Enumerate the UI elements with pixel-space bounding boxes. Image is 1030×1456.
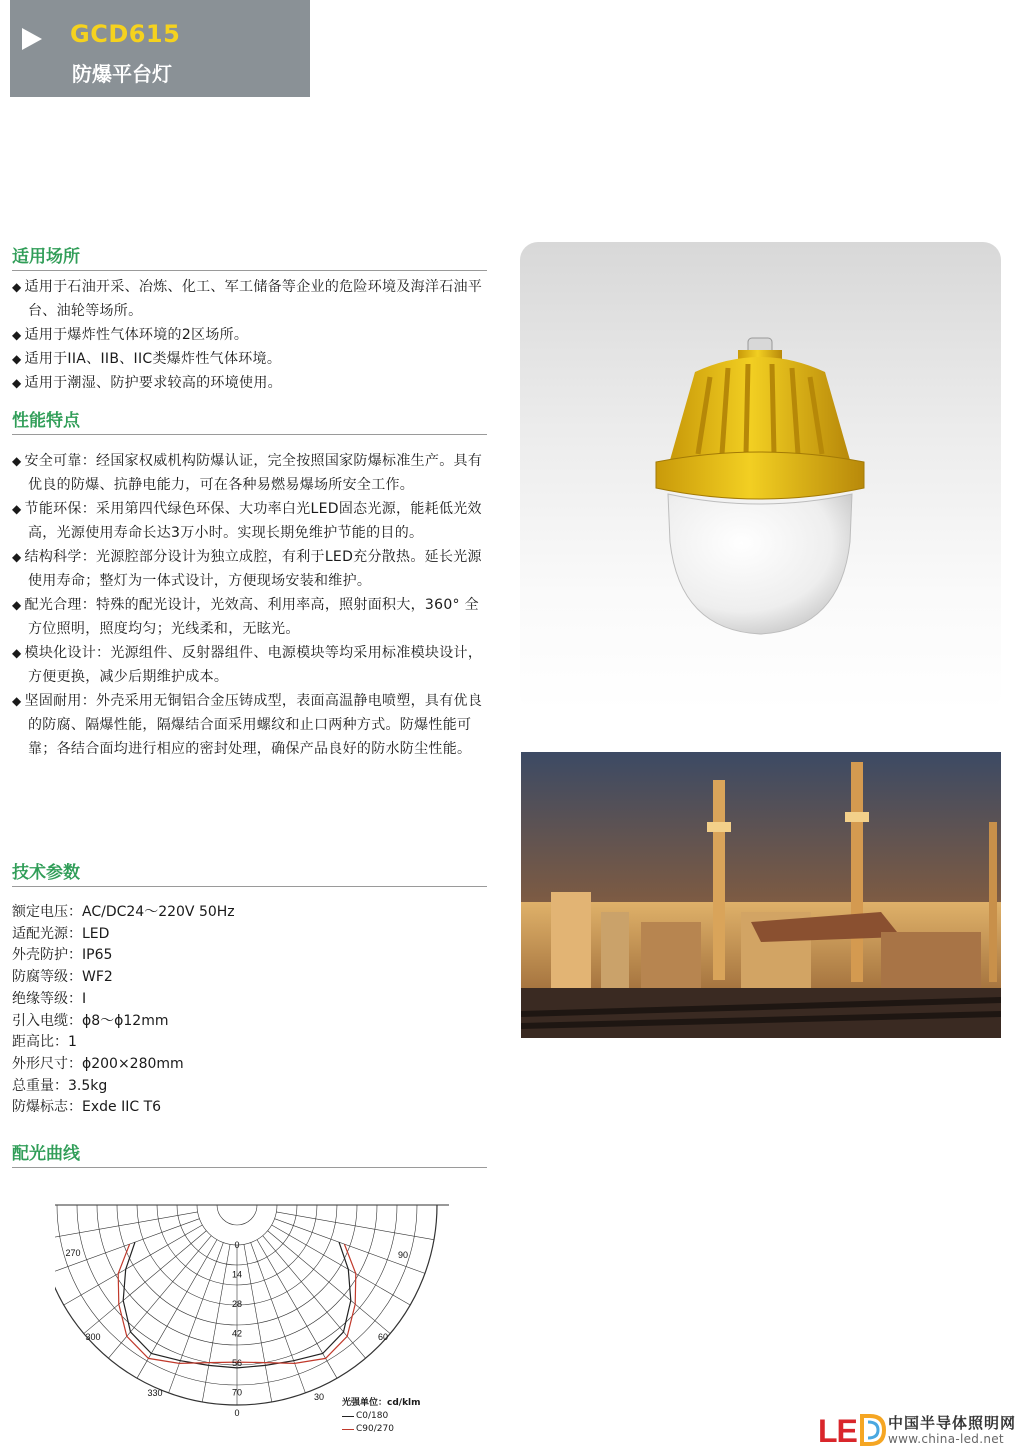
chart-grid-ray	[137, 1240, 217, 1379]
diamond-bullet-icon: ◆	[12, 646, 22, 660]
diamond-bullet-icon: ◆	[12, 550, 22, 564]
chart-grid-ray	[275, 1219, 425, 1274]
features-list	[12, 449, 492, 761]
chart-grid-ray	[244, 1244, 272, 1402]
chart-grid-ray	[257, 1240, 337, 1379]
feature-item	[12, 497, 492, 545]
application-item	[12, 323, 492, 347]
chart-grid-arc	[217, 1205, 257, 1225]
unit-label: 光强单位：cd/klm	[342, 1398, 421, 1408]
spec-item: 适配光源：LED	[12, 925, 110, 942]
diamond-bullet-icon: ◆	[12, 454, 22, 468]
explosion-proof-lamp-image	[520, 242, 1001, 712]
feature-item-text: 结构科学：光源腔部分设计为独立成腔，有利于LED充分散热。延长光源使用寿命；整灯为一体式设计，方便现场安装和维护。	[24, 549, 482, 589]
diamond-bullet-icon: ◆	[12, 694, 22, 708]
product-name: 防爆平台灯	[72, 62, 172, 86]
curve-heading: 配光曲线	[12, 1139, 487, 1168]
spec-item: 防爆标志：Exde IIC T6	[12, 1099, 162, 1116]
legend-item-c0	[342, 1410, 421, 1423]
diamond-bullet-icon: ◆	[12, 328, 22, 342]
chart-grid-ray	[268, 1231, 391, 1334]
application-item-text: 适用于爆炸性气体环境的2区场所。	[24, 327, 249, 343]
chart-grid-ray	[276, 1212, 434, 1240]
applications-list	[12, 275, 492, 395]
specs-list	[12, 902, 235, 1119]
feature-item	[12, 641, 492, 689]
spec-item: 绝缘等级：I	[12, 990, 87, 1007]
diamond-bullet-icon: ◆	[12, 352, 22, 366]
chart-angle-label: 300	[85, 1332, 101, 1342]
legend-swatch	[342, 1429, 354, 1430]
header-banner	[10, 0, 310, 97]
product-photo	[520, 242, 1001, 712]
spec-item: 引入电缆：ϕ8～ϕ12mm	[12, 1012, 169, 1029]
spec-item: 防腐等级：WF2	[12, 969, 113, 986]
specs-heading: 技术参数	[12, 858, 487, 887]
chart-radial-label: 14	[231, 1269, 243, 1280]
chart-grid-ray	[84, 1231, 207, 1334]
application-item	[12, 371, 492, 395]
feature-item	[12, 449, 492, 497]
chart-radial-label: 70	[231, 1387, 243, 1398]
chart-angle-label: 0	[234, 1408, 240, 1418]
chart-radial-label: 0	[234, 1240, 240, 1250]
site-logo[interactable]	[818, 1410, 1023, 1450]
spec-item: 额定电压：AC/DC24～220V 50Hz	[12, 904, 235, 920]
application-item-text: 适用于潮湿、防护要求较高的环境使用。	[24, 375, 282, 391]
application-item-text: 适用于IIA、IIB、IIC类爆炸性气体环境。	[24, 351, 282, 367]
chart-radial-label: 28	[231, 1299, 243, 1309]
chart-radial-label: 56	[231, 1358, 243, 1368]
site-url[interactable]: www.china-led.net	[888, 1432, 1004, 1446]
refinery-night-image	[521, 752, 1001, 1038]
feature-item	[12, 545, 492, 593]
feature-item-text: 模块化设计：光源组件、反射器组件、电源模块等均采用标准模块设计，方便更换，减少后期维护成本。	[24, 645, 483, 685]
chart-angle-label: 270	[65, 1248, 81, 1258]
chart-grid-ray	[55, 1212, 198, 1240]
chart-angle-label: 30	[313, 1392, 325, 1402]
chart-angle-label: 90	[397, 1250, 409, 1260]
chart-grid-ray	[169, 1243, 224, 1393]
org-name: 中国半导体照明网	[888, 1414, 1017, 1432]
legend-item-c90	[342, 1423, 421, 1436]
feature-item	[12, 593, 492, 641]
diamond-bullet-icon: ◆	[12, 598, 22, 612]
chart-grid-ray	[202, 1244, 230, 1402]
application-item	[12, 347, 492, 371]
feature-item-text: 节能环保：采用第四代绿色环保、大功率白光LED固态光源，能耗低光效高，光源使用寿命长达3万小时。实现长期免维护节能的目的。	[24, 501, 482, 541]
chart-grid-ray	[272, 1225, 411, 1305]
feature-item	[12, 689, 492, 761]
diamond-bullet-icon: ◆	[12, 376, 22, 390]
applications-heading: 适用场所	[12, 242, 487, 271]
features-heading: 性能特点	[12, 406, 487, 435]
application-item	[12, 275, 492, 323]
diamond-bullet-icon: ◆	[12, 280, 22, 294]
legend-swatch	[342, 1416, 354, 1417]
chart-grid-ray	[251, 1243, 306, 1393]
refinery-photo	[521, 752, 1001, 1038]
model-number: GCD615	[70, 20, 181, 48]
spec-item: 总重量：3.5kg	[12, 1077, 108, 1094]
legend-label: C0/180	[356, 1411, 389, 1421]
application-item-text: 适用于石油开采、冶炼、化工、军工储备等企业的危险环境及海洋石油平台、油轮等场所。	[24, 279, 483, 319]
legend-label: C90/270	[356, 1424, 394, 1434]
chart-legend	[342, 1397, 421, 1436]
spec-item: 距高比：1	[12, 1034, 77, 1051]
chart-grid-ray	[64, 1225, 203, 1305]
feature-item-text: 坚固耐用：外壳采用无铜铝合金压铸成型，表面高温静电喷塑，具有优良的防腐、隔爆性能，隔爆结合面采用螺纹和止口两种方式。防爆性能可靠；各结合面均进行相应的密封处理，确保产品良好的防水防尘性能。	[24, 693, 483, 757]
chart-angle-label: 60	[377, 1332, 389, 1342]
spec-item: 外形尺寸：ϕ200×280mm	[12, 1055, 184, 1072]
arrow-icon	[22, 28, 42, 50]
feature-item-text: 配光合理：特殊的配光设计，光效高、利用率高，照射面积大，360° 全方位照明，照度均匀；光线柔和，无眩光。	[24, 597, 479, 637]
chart-radial-label: 42	[231, 1328, 243, 1339]
svg-text:LE: LE	[818, 1413, 857, 1449]
chart-angle-label: 330	[147, 1388, 163, 1398]
led-logo-icon	[818, 1410, 888, 1450]
spec-item: 外壳防护：IP65	[12, 947, 113, 964]
diamond-bullet-icon: ◆	[12, 502, 22, 516]
feature-item-text: 安全可靠：经国家权威机构防爆认证，完全按照国家防爆标准生产。具有优良的防爆、抗静电能力，可在各种易燃易爆场所安全工作。	[24, 453, 483, 493]
